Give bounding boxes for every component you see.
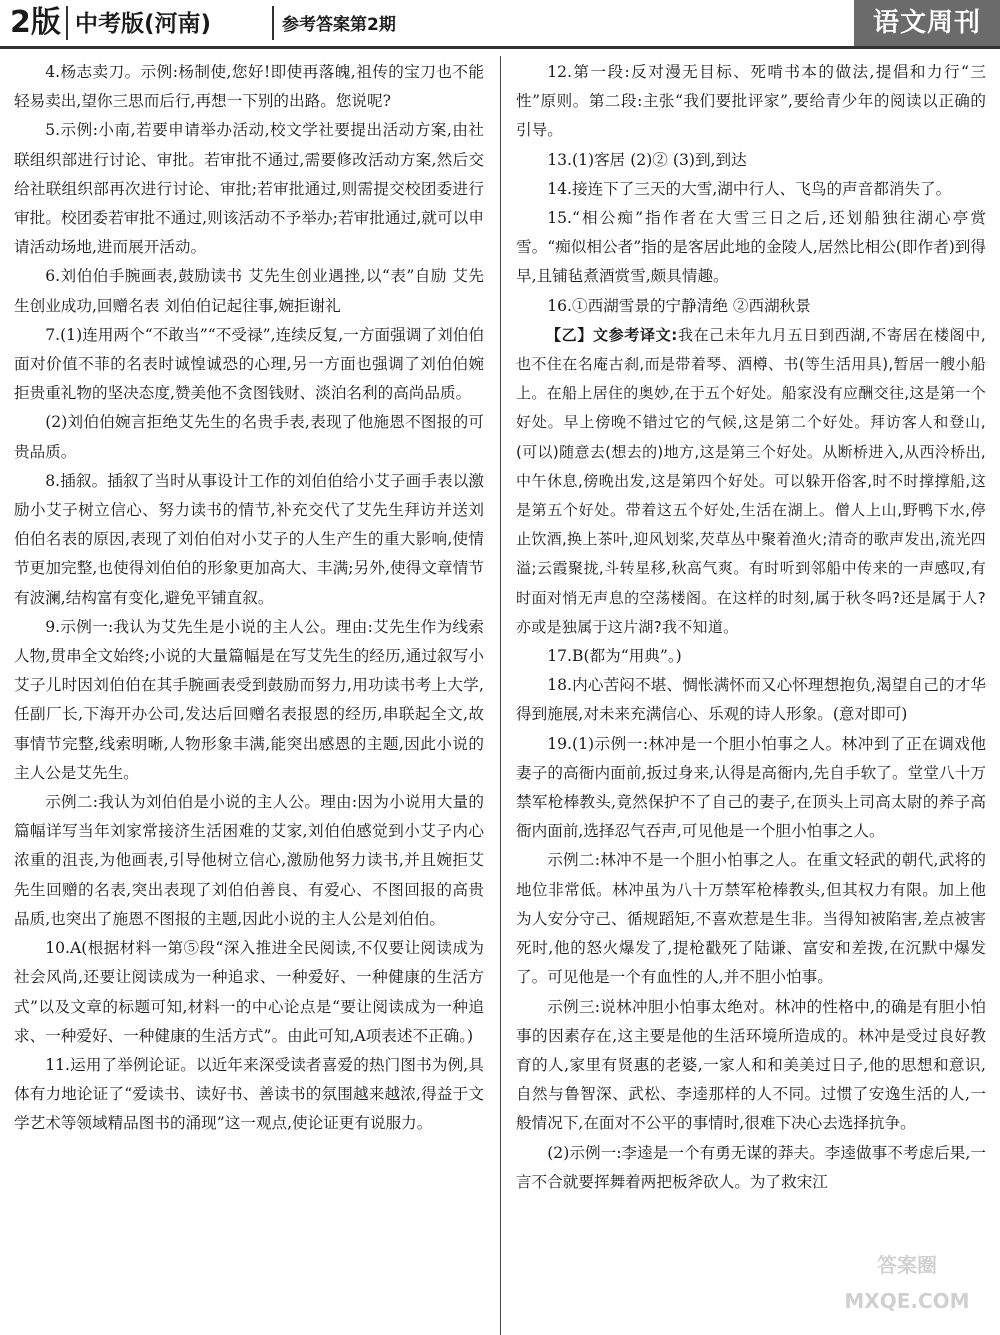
answer-item: 15.“相公痴”指作者在大雪三日之后,还划船独往湖心亭赏雪。“痴似相公者”指的是客居此地的金陵人,居然比相公(即作者)到得早,且铺毡煮酒赏雪,颇具情趣。 [516,209,986,286]
right-column [516,58,986,1197]
column-divider [500,56,501,1335]
watermark: 答案圈 MXQE.COM [844,1253,970,1313]
answer-item: 示例二:我认为刘伯伯是小说的主人公。理由:因为小说用大量的篇幅详写当年刘家常接济生活困难的艾家,刘伯伯感觉到小艾子内心浓重的沮丧,为他画表,引导他树立信心,激励他努力读书,并且婉拒艾先生回赠的名表,突出表现了刘伯伯善良、有爱心、不图回报的高贵品质,也突出了施恩不图报的主题,因此小说的主人公是刘伯伯。 [14,793,484,928]
header-divider [272,6,274,40]
edition-title: 中考版(河南) [75,11,212,37]
answer-item: 9.示例一:我认为艾先生是小说的主人公。理由:艾先生作为线索人物,贯串全文始终;小说的大量篇幅是在写艾先生的经历,通过叙写小艾子儿时因刘伯伯在其手腕画表受到鼓励而努力,用功读书考上大学,任副厂长,下海开办公司,发达后回赠名表报恩的经历,串联起全文,故事情节完整,线索明晰,人物形象丰满,能突出感恩的主题,因此小说的主人公是艾先生。 [14,617,484,782]
answer-item: (2)示例一:李逵是一个有勇无谋的莽夫。李逵做事不考虑后果,一言不合就要挥舞着两把板斧砍人。为了救宋江 [516,1143,986,1191]
page-number: 2版 [10,5,61,40]
answer-item: 19.(1)示例一:林冲是一个胆小怕事之人。林冲到了正在调戏他妻子的高衙内面前,扳过身来,认得是高衙内,先自手软了。堂堂八十万禁军枪棒教头,竟然保护不了自己的妻子,在顶头上司高太尉的养子高衙内面前,选择忍气吞声,可见他是一个胆小怕事之人。 [516,734,986,841]
answer-item: 8.插叙。插叙了当时从事设计工作的刘伯伯给小艾子画手表以激励小艾子树立信心、努力读书的情节,补充交代了艾先生拜访并送刘伯伯名表的原因,表现了刘伯伯对小艾子的人生产生的重大影响,使情节更加完整,也使得刘伯伯的形象更加高大、丰满;另外,使得文章情节有波澜,结构富有变化,避免平铺直叙。 [14,471,484,607]
answer-item: 示例二:林冲不是一个胆小怕事之人。在重文轻武的朝代,武将的地位非常低。林冲虽为八十万禁军枪棒教头,但其权力有限。加上他为人安分守己、循规蹈矩,不喜欢惹是生非。当得知被陷害,差点被害死时,他的怒火爆发了,提枪戳死了陆谦、富安和差拨,在沉默中爆发了。可见他是一个有血性的人,并不胆小怕事。 [516,851,986,987]
answer-item: 18.内心苦闷不堪、惆怅满怀而又心怀理想抱负,渴望自己的才华得到施展,对未来充满信心、乐观的诗人形象。(意对即可) [516,676,986,724]
answer-item: 5.示例:小南,若要申请举办活动,校文学社要提出活动方案,由社联组织部进行讨论、审批。若审批不通过,需要修改活动方案,然后交给社联组织部再次进行讨论、审批;若审批通过,则需提交校团委进行审批。校团委若审批不通过,则该活动不予举办;若审批通过,就可以申请活动场地,进而展开活动。 [14,121,484,257]
answer-item: 示例三:说林冲胆小怕事太绝对。林冲的性格中,的确是有胆小怕事的因素存在,这主要是他的生活环境所造成的。林冲是受过良好教育的人,家里有贤惠的老婆,一家人和和美美过日子,他的思想和意识,自然与鲁智深、武松、李逵那样的人不同。过惯了安逸生活的人,一般情况下,在面对不公平的事情时,很难下决心去选择抗争。 [516,997,986,1133]
answer-item: 7.(1)连用两个“不敢当”“不受禄”,连续反复,一方面强调了刘伯伯面对价值不菲的名表时诚惶诚恐的心理,另一方面也强调了刘伯伯婉拒贵重礼物的坚决态度,赞美他不贪图钱财、淡泊名利的高尚品质。 [14,325,484,403]
translation-text: 我在己未年九月五日到西湖,不寄居在楼阁中,也不住在名庵古刹,而是带着琴、酒樽、书(等生活用具),暂居一艘小船上。在船上居住的奥妙,在于五个好处。船家没有应酬交往,这是第一个好处。早上傍晚不错过它的气候,这是第二个好处。拜访客人和登山,(可以)随意去(想去的)地方,这是第三个好处。从断桥进入,从西泠桥出,中午休息,傍晚出发,这是第四个好处。可以躲开俗客,时不时撑撑船,这是第五个好处。带着这五个好处,生活在湖上。僧人上山,野鸭下水,停止饮酒,换上茶叶,迎风划桨,芡草丛中聚着渔火;清奇的歌声发出,流光四溢;云霞聚拢,斗转星移,秋高气爽。有时听到邻船中传来的一声感叹,有时面对悄无声息的空荡楼阁。在这样的时刻,属于秋冬吗?还是属于人?亦或是独属于这片湖?我不知道。 [516,325,987,636]
answer-item: 11.运用了举例论证。以近年来深受读者喜爱的热门图书为例,具体有力地论证了“爱读书、读好书、善读书的氛围越来越浓,得益于文学艺术等领域精品图书的涌现”这一观点,使论证更有说服力。 [14,1055,484,1133]
brand-badge: 语文周刊 [854,0,1000,46]
answer-item: 13.(1)客居 (2)② (3)到,到达 [547,150,747,169]
answer-item: 4.杨志卖刀。示例:杨制使,您好!即使再落魄,祖传的宝刀也不能轻易卖出,望你三思而后行,再想一下别的出路。您说呢? [14,63,484,111]
answer-item: 6.刘伯伯手腕画表,鼓励读书 艾先生创业遇挫,以“表”自励 艾先生创业成功,回赠名表 刘伯伯记起往事,婉拒谢礼 [14,267,484,315]
answer-item: 10.A(根据材料一第⑤段“深入推进全民阅读,不仅要让阅读成为社会风尚,还要让阅读成为一种追求、一种爱好、一种健康的生活方式”以及文章的标题可知,材料一的中心论点是“要让阅读成为一种追求、一种爱好、一种健康的生活方式”。由此可知,A项表述不正确。) [14,939,484,1045]
translation-label: 【乙】文参考译文: [546,325,678,344]
page-header [0,0,1000,49]
answer-item: 12.第一段:反对漫无目标、死啃书本的做法,提倡和力行“三性”原则。第二段:主张“我们要批评家”,要给青少年的阅读以正确的引导。 [516,63,986,140]
header-divider [66,6,68,40]
answer-item: (2)刘伯伯婉言拒绝艾先生的名贵手表,表现了他施恩不图报的可贵品质。 [14,413,484,461]
answer-item: 17.B(都为“用典”。) [547,647,682,666]
left-column [14,58,484,1139]
answer-item: 16.①西湖雪景的宁静清绝 ②西湖秋景 [547,296,811,315]
translation-block [516,321,986,642]
answer-item: 14.接连下了三天的大雪,湖中行人、飞鸟的声音都消失了。 [547,179,952,198]
issue-title: 参考答案第2期 [282,15,396,35]
